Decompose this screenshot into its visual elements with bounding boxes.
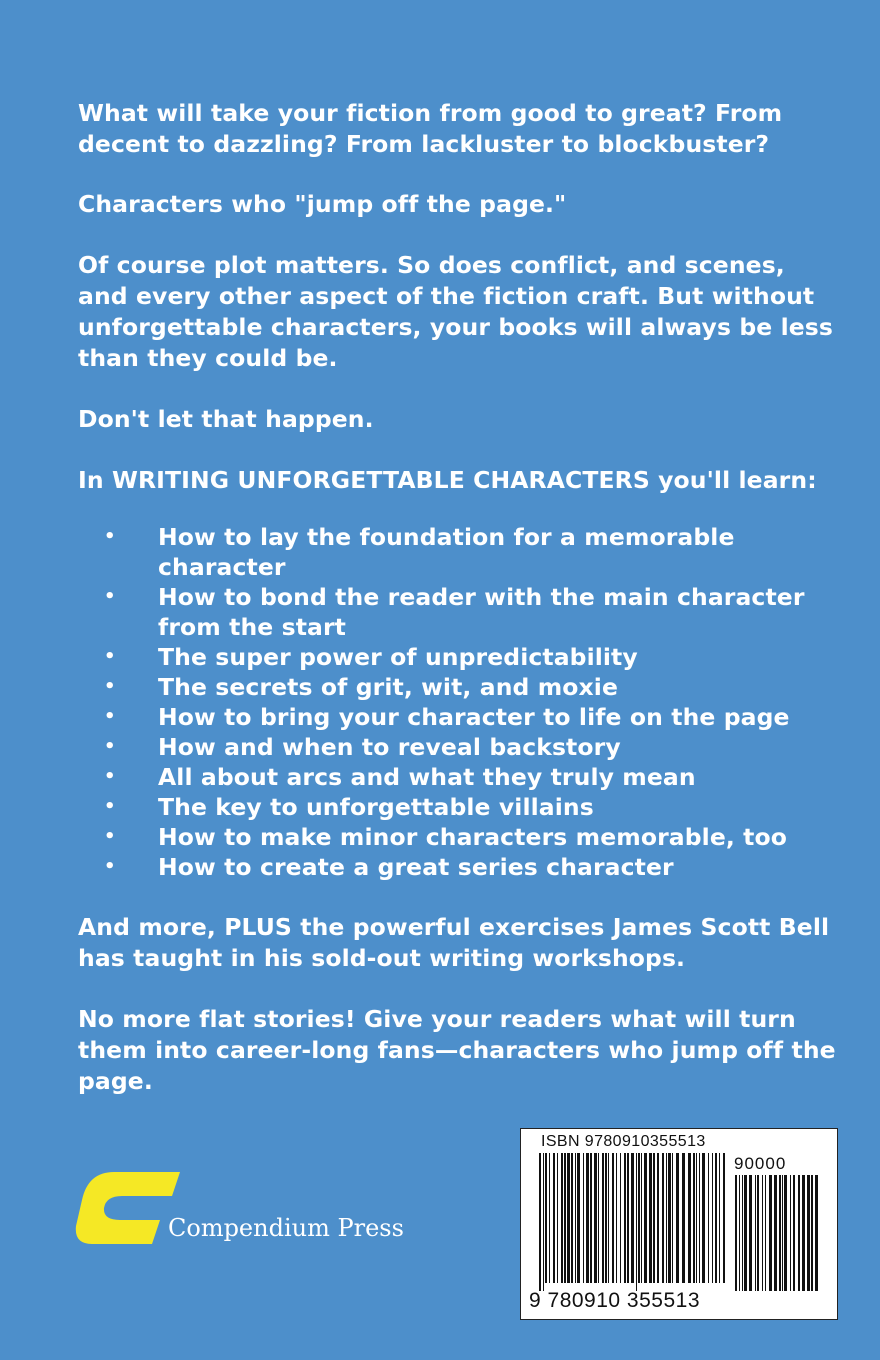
barcode-bar	[749, 1175, 752, 1291]
barcode-bar	[735, 1175, 737, 1291]
list-item-text: How to lay the foundation for a memorable character	[158, 523, 735, 581]
barcode-bar	[802, 1175, 805, 1291]
barcode-bar	[811, 1175, 813, 1291]
barcode-bar	[564, 1153, 566, 1283]
barcode-bar	[742, 1175, 743, 1291]
barcode-bar	[723, 1153, 725, 1283]
barcode-bar	[583, 1153, 584, 1283]
barcode-bar	[549, 1153, 550, 1283]
barcode-bar	[712, 1153, 713, 1283]
intro-paragraph-2: Characters who "jump off the page."	[78, 190, 567, 218]
barcode-bar	[594, 1153, 597, 1283]
list-item-text: The secrets of grit, wit, and moxie	[158, 673, 619, 701]
list-item	[78, 522, 838, 582]
list-item	[78, 732, 838, 762]
list-item-text: The super power of unpredictability	[158, 643, 638, 671]
barcode-bar	[620, 1153, 621, 1283]
barcode-bar	[744, 1175, 747, 1291]
barcode-bar	[624, 1153, 626, 1283]
barcode-bar	[627, 1153, 629, 1283]
barcode-bar	[784, 1175, 787, 1291]
back-cover-copy	[78, 98, 838, 1097]
barcode-bar	[696, 1153, 697, 1283]
barcode-bar	[586, 1153, 589, 1283]
publisher-mark	[74, 1168, 474, 1248]
barcode-bar	[662, 1153, 664, 1283]
barcode-bar	[608, 1153, 609, 1283]
barcode-bar	[693, 1153, 695, 1283]
bullet-dot: •	[104, 766, 116, 787]
barcode-bar	[769, 1175, 772, 1291]
barcode-bar	[739, 1175, 740, 1291]
barcode-bar	[699, 1153, 700, 1283]
barcode-bar	[649, 1153, 652, 1283]
barcode-bar	[557, 1153, 558, 1283]
barcode-bar	[715, 1153, 717, 1283]
barcode-bar	[577, 1153, 580, 1283]
barcode-bar	[605, 1153, 607, 1283]
bullet-dot: •	[104, 526, 116, 547]
barcode-bar	[543, 1153, 544, 1291]
barcode-bar	[616, 1153, 617, 1283]
list-item-text: How to bring your character to life on the page	[158, 703, 790, 731]
list-item	[78, 672, 838, 702]
barcode-bar	[602, 1153, 604, 1283]
barcode-bar	[815, 1175, 818, 1291]
list-item-text: How to create a great series character	[158, 853, 674, 881]
barcode-bar	[702, 1153, 705, 1283]
barcode-bar	[612, 1153, 614, 1283]
barcode-bar	[644, 1153, 647, 1283]
publisher-name: Compendium Press	[168, 1214, 404, 1242]
list-item-text: How to make minor characters memorable, too	[158, 823, 787, 851]
bullet-dot: •	[104, 706, 116, 727]
intro-paragraph-1: What will take your fiction from good to great? From decent to dazzling? From lackluster to blockbuster?	[78, 99, 783, 158]
learning-points-list	[78, 522, 838, 882]
bullet-dot: •	[104, 676, 116, 697]
barcode-bar	[782, 1175, 783, 1291]
barcode-bar	[641, 1153, 642, 1283]
barcode-bar	[793, 1175, 795, 1291]
barcode-bar	[798, 1175, 800, 1291]
barcode-bar	[567, 1153, 570, 1283]
intro-paragraph-5: In WRITING UNFORGETTABLE CHARACTERS you'll learn:	[78, 466, 817, 494]
bullet-dot: •	[104, 736, 116, 757]
intro-paragraph-3: Of course plot matters. So does conflict, and scenes, and every other aspect of the fiction craft. But without unforgettable characters, your books will always be less than they could be.	[78, 251, 833, 372]
barcode-bar	[719, 1153, 720, 1283]
barcode-bar	[672, 1153, 673, 1283]
list-item	[78, 822, 838, 852]
list-item	[78, 702, 838, 732]
isbn-barcode	[520, 1128, 838, 1320]
barcode-bar	[598, 1153, 599, 1283]
barcode-bar	[631, 1153, 634, 1283]
list-item-text: How and when to reveal backstory	[158, 733, 621, 761]
barcode-bar	[666, 1153, 667, 1283]
bullet-dot: •	[104, 856, 116, 877]
barcode-bar	[638, 1153, 640, 1283]
barcode-bar	[757, 1175, 759, 1291]
barcode-bar	[774, 1175, 777, 1291]
bullet-dot: •	[104, 646, 116, 667]
barcode-bar	[765, 1175, 766, 1291]
bullet-dot: •	[104, 586, 116, 607]
list-item-text: All about arcs and what they truly mean	[158, 763, 696, 791]
outro-paragraph-2: No more flat stories! Give your readers what will turn them into career-long fans—characters who jump off the page.	[78, 1005, 836, 1095]
bullet-dot: •	[104, 796, 116, 817]
barcode-bar	[539, 1153, 541, 1291]
barcode-digits: 9 780910 355513	[529, 1289, 700, 1312]
barcode-bar	[688, 1153, 691, 1283]
barcode-bar	[561, 1153, 563, 1283]
barcode-bars	[539, 1153, 729, 1291]
isbn-label: ISBN 9780910355513	[541, 1133, 706, 1150]
barcode-bar	[553, 1153, 555, 1283]
list-item	[78, 642, 838, 672]
barcode-bar	[636, 1153, 637, 1291]
barcode-bar	[676, 1153, 679, 1283]
list-item	[78, 582, 838, 642]
barcode-bar	[653, 1153, 655, 1283]
list-item	[78, 792, 838, 822]
barcode-bar	[590, 1153, 592, 1283]
barcode-bar	[779, 1175, 781, 1291]
barcode-bar	[575, 1153, 576, 1283]
intro-paragraph-4: Don't let that happen.	[78, 405, 374, 433]
addon-barcode-bars	[735, 1175, 821, 1299]
price-code: 90000	[734, 1154, 787, 1173]
barcode-bar	[657, 1153, 659, 1283]
list-item-text: How to bond the reader with the main character from the start	[158, 583, 805, 641]
outro-paragraph-1: And more, PLUS the powerful exercises James Scott Bell has taught in his sold-out writing workshops.	[78, 913, 830, 972]
barcode-bar	[545, 1153, 547, 1283]
list-item-text: The key to unforgettable villains	[158, 793, 594, 821]
list-item	[78, 762, 838, 792]
barcode-bar	[755, 1175, 756, 1291]
barcode-bar	[668, 1153, 671, 1283]
barcode-bar	[807, 1175, 810, 1291]
list-item	[78, 852, 838, 882]
barcode-bar	[682, 1153, 685, 1283]
barcode-bar	[571, 1153, 573, 1283]
barcode-bar	[790, 1175, 791, 1291]
bullet-dot: •	[104, 826, 116, 847]
barcode-bar	[708, 1153, 709, 1283]
barcode-bar	[762, 1175, 763, 1291]
